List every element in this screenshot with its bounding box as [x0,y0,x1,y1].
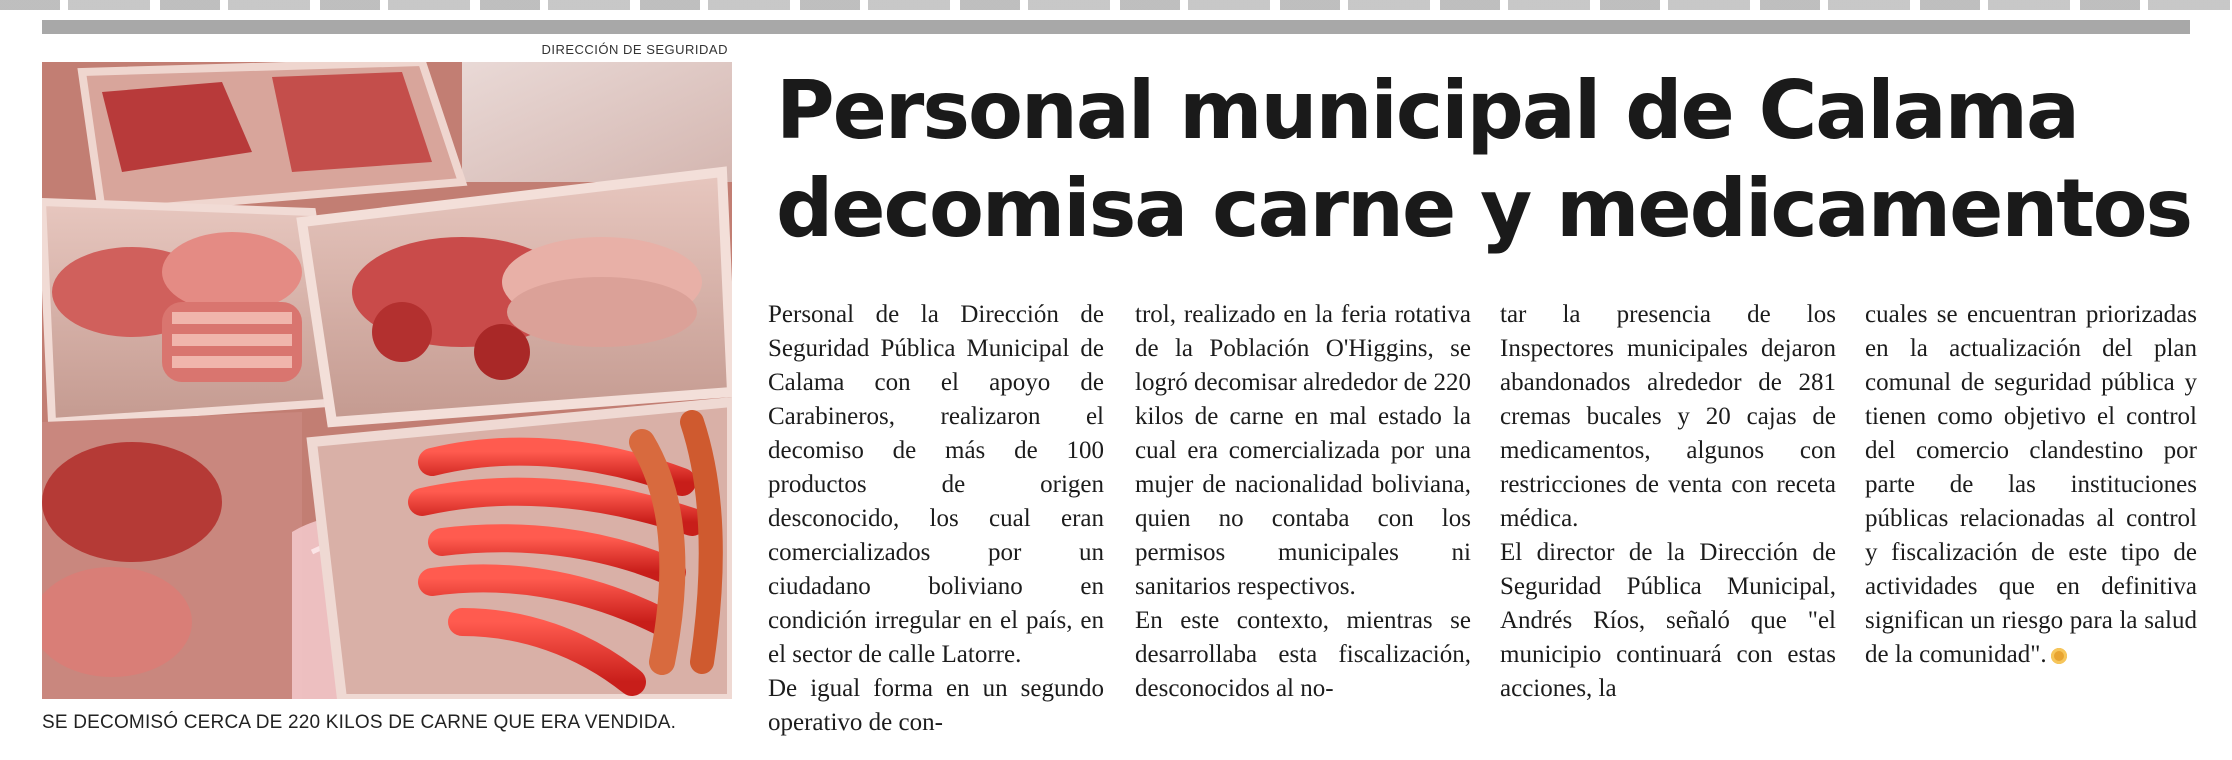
article-column-1 [768,298,1104,740]
article-column-3 [1500,298,1836,706]
article-photo [42,62,732,699]
paragraph-text: cuales se encuentran priorizadas en la actualización del plan comunal de seguridad pública y tienen como objetivo el control del comercio clandestino por parte de las instituciones públicas relacionadas al control y fiscalización de este tipo de actividades que en definitiva significan un riesgo para la salud de la comunidad". [1865,301,2197,668]
paragraph: El director de la Dirección de Seguridad Pública Municipal, Andrés Ríos, señaló que "el municipio continuará con estas acciones, la [1500,539,1836,702]
paragraph: En este contexto, mientras se desarrollaba esta fiscalización, desconocidos al no- [1135,607,1471,702]
paragraph: tar la presencia de los Inspectores municipales dejaron abandonados alrededor de 281 cremas bucales y 20 cajas de medicamentos, algunos con restricciones de venta con receta médica. [1500,301,1836,532]
headline-line: Personal municipal de Calama [776,64,2079,157]
paragraph: Personal de la Dirección de Seguridad Pública Municipal de Calama con el apoyo de Carabineros, realizaron el decomiso de más de 100 productos de origen desconocido, los cual eran comercializados por un ciudadano boliviano en condición irregular en el país, en el sector de calle Latorre. [768,301,1104,668]
article-column-4 [1865,298,2197,672]
article-headline [776,62,2196,258]
article-column-2 [1135,298,1471,706]
photo-credit: DIRECCIÓN DE SEGURIDAD [541,42,728,57]
headline-line: decomisa carne y medicamentos [776,162,2192,255]
previous-page-text-strip [0,0,2232,10]
end-of-article-mark-icon [2051,648,2067,664]
photo-caption: SE DECOMISÓ CERCA DE 220 KILOS DE CARNE QUE ERA VENDIDA. [42,712,677,733]
paragraph [1865,298,2197,672]
paragraph: trol, realizado en la feria rotativa de la Población O'Higgins, se logró decomisar alrededor de 220 kilos de carne en mal estado la cual era comercializada por una mujer de nacionalidad boliviana, quien no contaba con los permisos municipales ni sanitarios respectivos. [1135,301,1471,600]
section-rule [42,20,2190,34]
paragraph: De igual forma en un segundo operativo de con- [768,675,1104,736]
